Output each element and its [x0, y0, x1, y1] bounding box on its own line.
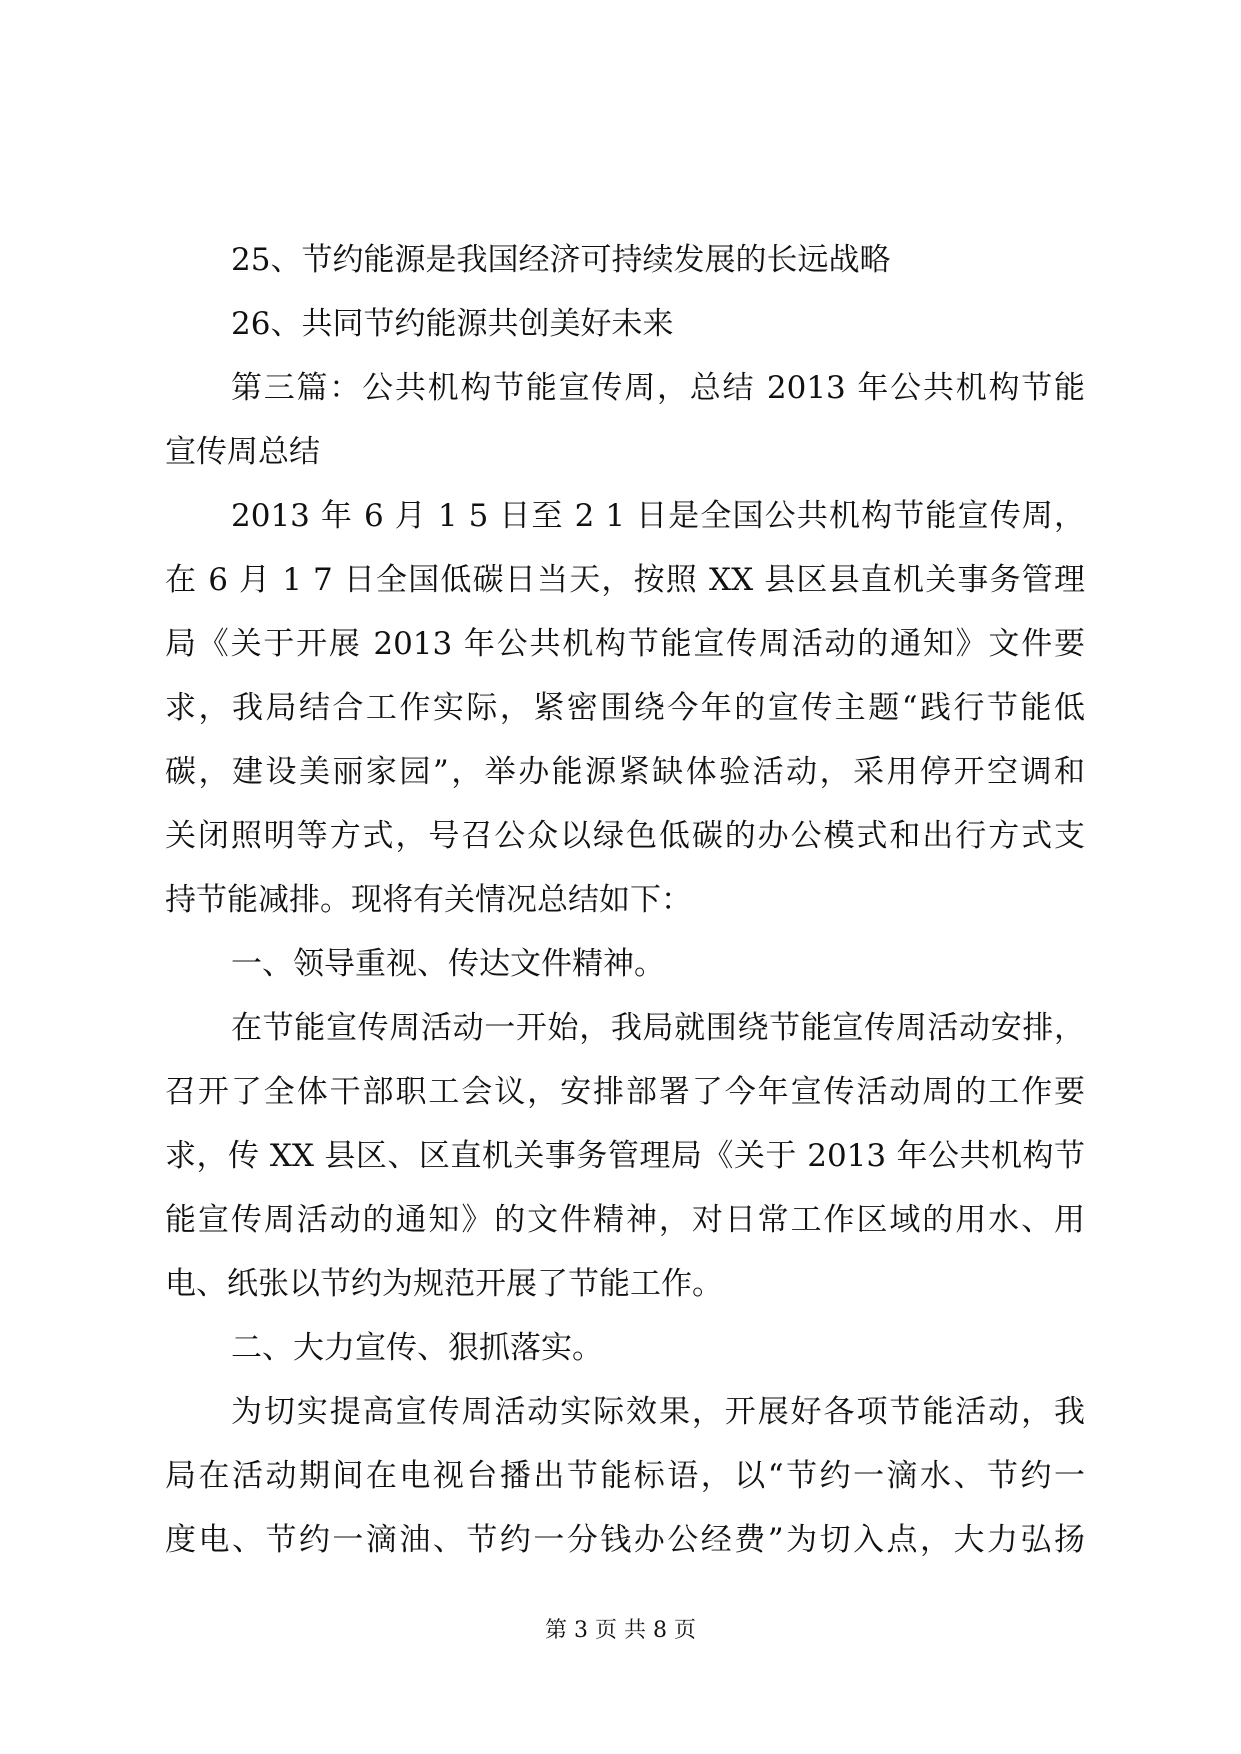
paragraph-line: 局在活动期间在电视台播出节能标语，以“节约一滴水、节约一	[165, 1458, 1085, 1494]
paragraph-line: 求，我局结合工作实际，紧密围绕今年的宣传主题“践行节能低	[165, 690, 1085, 726]
paragraph-line: 召开了全体干部职工会议，安排部署了今年宣传活动周的工作要	[165, 1074, 1085, 1110]
subheading-two: 二、大力宣传、狠抓落实。	[231, 1330, 603, 1366]
subheading-one: 一、领导重视、传达文件精神。	[231, 946, 665, 982]
section-heading-line-1: 第三篇：公共机构节能宣传周，总结 2013 年公共机构节能	[231, 370, 1085, 406]
list-item-26: 26、共同节约能源共创美好未来	[231, 306, 674, 342]
document-body	[165, 228, 1085, 1572]
paragraph-line: 电、纸张以节约为规范开展了节能工作。	[165, 1266, 723, 1302]
paragraph-line: 碳，建设美丽家园”，举办能源紧缺体验活动，采用停开空调和	[165, 754, 1085, 790]
paragraph-line: 能宣传周活动的通知》的文件精神，对日常工作区域的用水、用	[165, 1202, 1085, 1238]
paragraph-line: 度电、节约一滴油、节约一分钱办公经费”为切入点，大力弘扬	[165, 1522, 1085, 1558]
paragraph-line: 在节能宣传周活动一开始，我局就围绕节能宣传周活动安排，	[231, 1010, 1085, 1046]
paragraph-line: 求，传 XX 县区、区直机关事务管理局《关于 2013 年公共机构节	[165, 1138, 1085, 1174]
paragraph-line: 为切实提高宣传周活动实际效果，开展好各项节能活动，我	[231, 1394, 1085, 1430]
paragraph-line: 持节能减排。现将有关情况总结如下：	[165, 882, 692, 918]
list-item-25: 25、节约能源是我国经济可持续发展的长远战略	[231, 242, 891, 278]
paragraph-line: 在 6 月 1 7 日全国低碳日当天，按照 XX 县区县直机关事务管理	[165, 562, 1085, 598]
paragraph-line: 2013 年 6 月 1 5 日至 2 1 日是全国公共机构节能宣传周，	[231, 498, 1085, 534]
paragraph-line: 关闭照明等方式，号召公众以绿色低碳的办公模式和出行方式支	[165, 818, 1085, 854]
paragraph-line: 局《关于开展 2013 年公共机构节能宣传周活动的通知》文件要	[165, 626, 1085, 662]
page-footer: 第 3 页 共 8 页	[545, 1618, 696, 1643]
section-heading-line-2: 宣传周总结	[165, 434, 320, 470]
